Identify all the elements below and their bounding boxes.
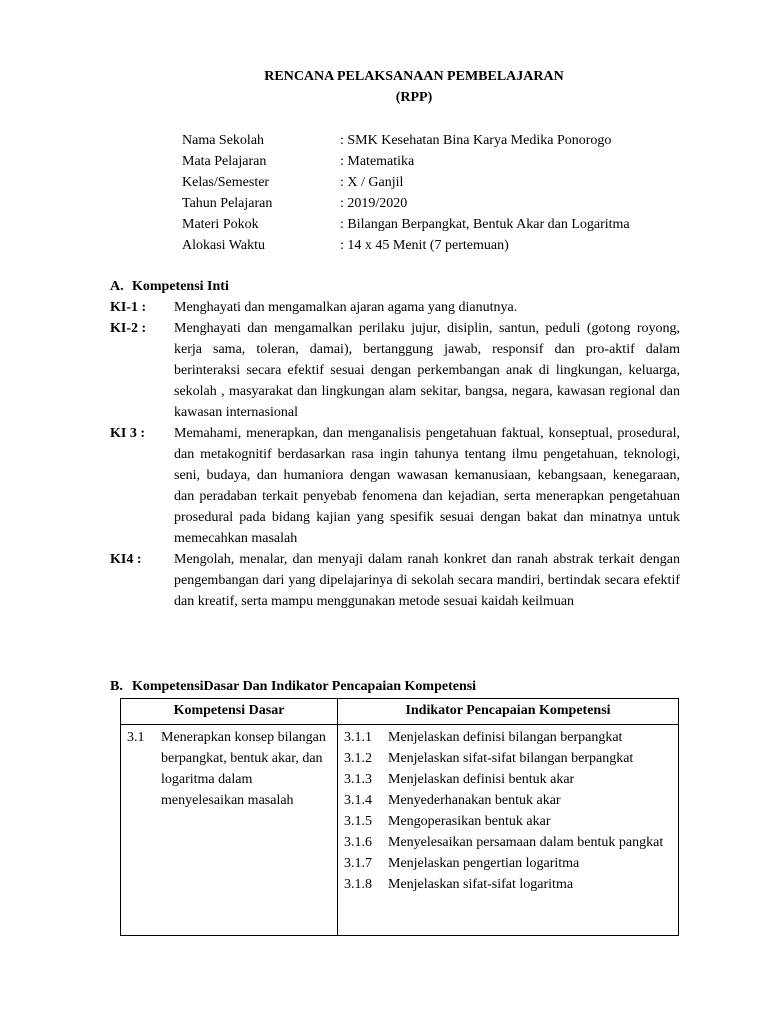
title-line-2: (RPP) <box>395 90 433 105</box>
ki-code: KI-2 : <box>110 321 147 336</box>
header-indikator: Indikator Pencapaian Kompetensi <box>338 699 679 725</box>
indicator-text: Menjelaskan sifat-sifat bilangan berpangkat <box>388 751 634 766</box>
identity-row <box>182 130 630 151</box>
indicator-number: 3.1.3 <box>344 772 372 787</box>
identity-row <box>182 193 630 214</box>
identity-row <box>182 235 630 256</box>
section-kompetensi-dasar <box>110 676 680 697</box>
section-a-title: Kompetensi Inti <box>132 279 229 294</box>
indicator-text: Mengoperasikan bentuk akar <box>388 814 551 829</box>
indicator-number: 3.1.4 <box>344 793 372 808</box>
indicator-item <box>344 748 672 769</box>
indicator-text: Menjelaskan pengertian logaritma <box>388 856 580 871</box>
ki-item <box>110 318 680 423</box>
kd-indicator-table <box>120 698 679 936</box>
indicator-number: 3.1.2 <box>344 751 372 766</box>
ki-text: Menghayati dan mengamalkan ajaran agama yang dianutnya. <box>174 300 518 315</box>
ki-code: KI-1 : <box>110 300 147 315</box>
ki-text: Menghayati dan mengamalkan perilaku jujur, disiplin, santun, peduli (gotong royong, kerja sama, toleran, damai), bertanggung jawab, responsif dan pro-aktif dalam berinteraksi secara efektif sesuai dengan perkembangan anak di lingkungan, keluarga, sekolah , masyarakat dan lingkungan alam sekitar, bangsa, negara, kawasan regional dan kawasan internasional <box>174 321 680 420</box>
ki-code: KI 3 : <box>110 426 145 441</box>
identity-label: Alokasi Waktu <box>182 238 265 253</box>
kd-number: 3.1 <box>127 730 145 745</box>
section-b-heading <box>110 676 680 697</box>
ki-text: Mengolah, menalar, dan menyaji dalam ranah konkret dan ranah abstrak terkait dengan pengembangan dari yang dipelajarinya di sekolah secara mandiri, bertindak secara efektif dan kreatif, serta mampu menggunakan metode sesuai kaidah keilmuan <box>174 552 680 609</box>
indicator-text: Menyederhanakan bentuk akar <box>388 793 561 808</box>
indicator-text: Menjelaskan definisi bentuk akar <box>388 772 575 787</box>
identity-label: Kelas/Semester <box>182 175 270 190</box>
section-b-letter: B. <box>110 679 123 694</box>
indicator-item <box>344 727 672 748</box>
identity-value: : 14 x 45 Menit (7 pertemuan) <box>340 238 509 253</box>
kd-text: Menerapkan konsep bilangan berpangkat, bentuk akar, dan logaritma dalam menyelesaikan masalah <box>161 730 326 808</box>
indicator-item <box>344 790 672 811</box>
identity-row <box>182 214 630 235</box>
identity-value: : Bilangan Berpangkat, Bentuk Akar dan Logaritma <box>340 217 630 232</box>
identity-row <box>182 151 630 172</box>
indicator-number: 3.1.5 <box>344 814 372 829</box>
section-b-title: KompetensiDasar Dan Indikator Pencapaian Kompetensi <box>132 679 477 694</box>
identity-value: : X / Ganjil <box>340 175 404 190</box>
title-line-1: RENCANA PELAKSANAAN PEMBELAJARAN <box>264 69 564 84</box>
indicator-number: 3.1.8 <box>344 877 372 892</box>
identity-label: Mata Pelajaran <box>182 154 267 169</box>
ki-item <box>110 423 680 549</box>
document-title <box>0 66 768 108</box>
identity-value: : Matematika <box>340 154 415 169</box>
kd-cell <box>121 725 338 936</box>
indicator-cell <box>338 725 679 936</box>
ki-item <box>110 549 680 612</box>
identity-row <box>182 172 630 193</box>
indicator-number: 3.1.1 <box>344 730 372 745</box>
indicator-item <box>344 769 672 790</box>
identity-value: : SMK Kesehatan Bina Karya Medika Ponorogo <box>340 133 612 148</box>
ki-code: KI4 : <box>110 552 142 567</box>
indicator-text: Menyelesaikan persamaan dalam bentuk pangkat <box>388 835 664 850</box>
kd-item <box>127 727 333 811</box>
indicator-item <box>344 832 672 853</box>
identity-value: : 2019/2020 <box>340 196 408 211</box>
indicator-text: Menjelaskan definisi bilangan berpangkat <box>388 730 623 745</box>
table-row <box>121 725 679 936</box>
section-a-letter: A. <box>110 279 124 294</box>
ki-item <box>110 297 680 318</box>
identity-block <box>182 130 630 256</box>
ki-text: Memahami, menerapkan, dan menganalisis pengetahuan faktual, konseptual, prosedural, dan metakognitif berdasarkan rasa ingin tahunya tentang ilmu pengetahuan, teknologi, seni, budaya, dan humaniora dengan wawasan kemanusiaan, kebangsaan, kenegaraan, dan peradaban terkait penyebab fenomena dan kejadian, serta menerapkan pengetahuan prosedural pada bidang kajian yang spesifik sesuai dengan bakat dan minatnya untuk memecahkan masalah <box>174 426 680 546</box>
table-header-row <box>121 699 679 725</box>
header-kompetensi-dasar: Kompetensi Dasar <box>121 699 338 725</box>
section-kompetensi-inti <box>110 276 680 612</box>
indicator-number: 3.1.6 <box>344 835 372 850</box>
identity-label: Tahun Pelajaran <box>182 196 273 211</box>
indicator-item <box>344 874 672 895</box>
indicator-text: Menjelaskan sifat-sifat logaritma <box>388 877 574 892</box>
indicator-item <box>344 811 672 832</box>
indicator-item <box>344 853 672 874</box>
identity-label: Nama Sekolah <box>182 133 265 148</box>
identity-label: Materi Pokok <box>182 217 259 232</box>
indicator-number: 3.1.7 <box>344 856 372 871</box>
section-a-heading <box>110 276 680 297</box>
